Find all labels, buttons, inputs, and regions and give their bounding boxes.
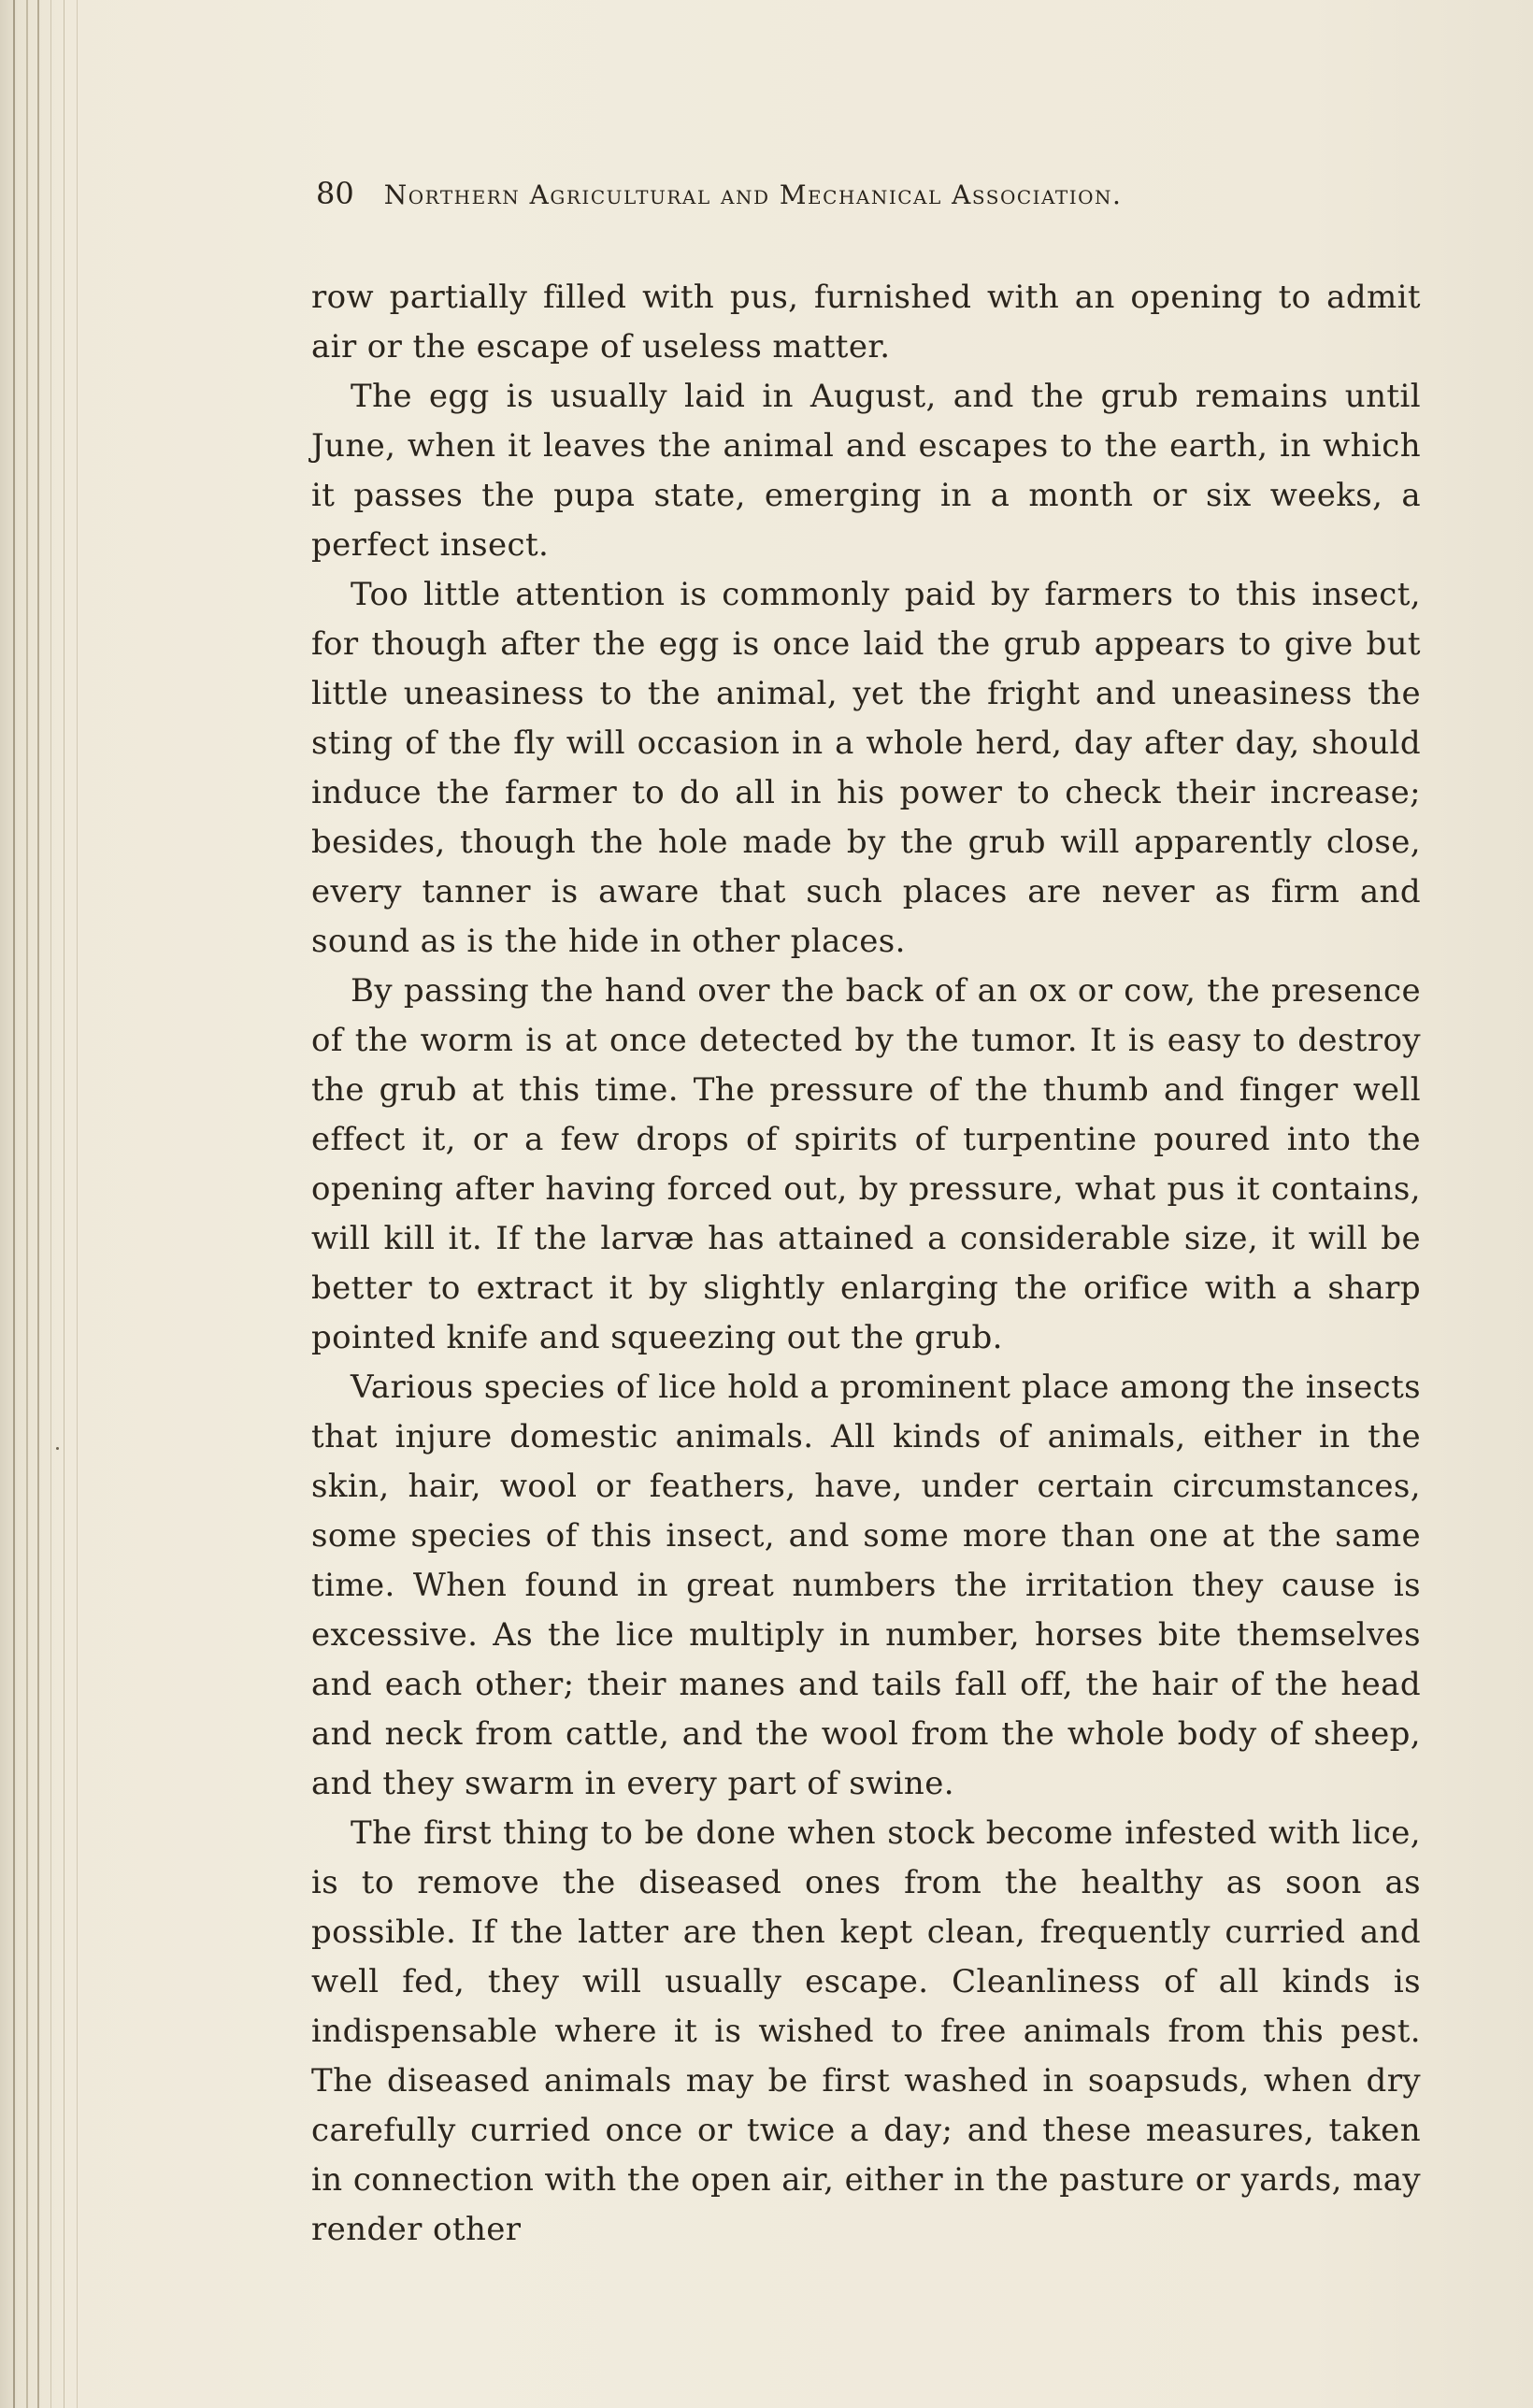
page-binding-edge [0,0,84,2408]
binding-line [26,0,28,2408]
page-header [316,176,1419,222]
paragraph: The egg is usually laid in August, and the grub remains until June, when it leaves the animal and escapes to the earth, in which it passes the pupa state, emerging in a month or six weeks, a perfect insect. [311,378,1421,564]
binding-line [77,0,78,2408]
paragraph: row partially filled with pus, furnished with an opening to admit air or the escape of useless matter. [311,279,1421,366]
paper-speck [56,1447,59,1450]
page-number: 80 [316,176,354,211]
body-text [311,273,1421,2255]
binding-line [13,0,15,2408]
paragraph: Too little attention is commonly paid by farmers to this insect, for though after the egg is once laid the grub appears to give but little uneasiness to the animal, yet the fright and uneasiness the sting of the fly will occasion in a whole herd, day after day, should induce the farmer to do all in his power to check their increase; besides, though the hole made by the grub will apparently close, every tanner is aware that such places are never as firm and sound as is the hide in other places. [311,576,1421,960]
paragraph: The first thing to be done when stock become infested with lice, is to remove the diseased ones from the healthy as soon as possible. If the latter are then kept clean, frequently curried and well fed, they will usually escape. Cleanliness of all kinds is indispensable where it is wished to free animals from this pest. The diseased animals may be first washed in soapsuds, when dry carefully curried once or twice a day; and these measures, taken in connection with the open air, either in the pasture or yards, may render other [311,1814,1421,2248]
paragraph: By passing the hand over the back of an ox or cow, the presence of the worm is at once detected by the tumor. It is easy to destroy the grub at this time. The pressure of the thumb and finger well effect it, or a few drops of spirits of turpentine poured into the opening after having forced out, by pressure, what pus it contains, will kill it. If the larvæ has attained a considerable size, it will be better to extract it by slightly enlarging the orifice with a sharp pointed knife and squeezing out the grub. [311,972,1421,1356]
binding-line [50,0,51,2408]
binding-line [37,0,39,2408]
running-head: Northern Agricultural and Mechanical Association. [383,179,1123,210]
paragraph: Various species of lice hold a prominent place among the insects that injure domestic animals. All kinds of animals, either in the skin, hair, wool or feathers, have, under certain circumstances, some species of this insect, and some more than one at the same time. When found in great numbers the irritation they cause is excessive. As the lice multiply in number, horses bite themselves and each other; their manes and tails fall off, the hair of the head and neck from cattle, and the wool from the whole body of sheep, and they swarm in every part of swine. [311,1369,1421,1802]
